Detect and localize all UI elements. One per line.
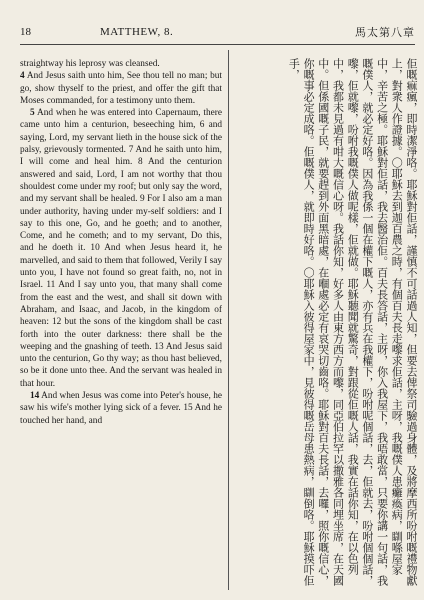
verse-number: 4 — [20, 71, 25, 82]
chinese-title: 馬太第八章 — [355, 26, 415, 39]
english-paragraph: 5 And when he was entered into Capernaum, there came unto him a centurion, beseeching him, 6 and saying, Lord, my servant lieth in the house sick of the palsy, grievously tormented. 7 And he saith unto him, I will come and heal him. 8 And the centurion answered and said, Lord, I am not worthy that thou shouldest come under my roof; but only say the word, and my servant shall be healed. 9 For I also am a man under authority, having under my-self soldiers: and I say to this one, Go, and he goeth; and to another, Come, and he cometh; and to my servant, Do this, and he doeth it. 10 And when Jesus heard it, he marvelled, and said to them that followed, Verily I say unto you, I have not found so great faith, no, not in Israel. 11 And I say unto you, that many shall come from the east and the west, and shall sit down with Abraham, and Isaac, and Jacob, in the kingdom of heaven: 12 but the sons of the kingdom shall be cast forth into the outer darkness: there shall be the weeping and the gnashing of teeth. 13 And Jesus said unto the centurion, Go thy way; as thou hast believed, so be it done unto thee. And the servant was healed in that hour. — [20, 108, 222, 389]
page-number: 18 — [20, 26, 31, 38]
chinese-column: 佢嘅痲瘋，即時潔淨咯。耶穌對佢話，謹慎不可話過人知，但要去俾祭司驗過身體，及將摩西所吩咐嘅禮物獻上，對衆人作證據。〇耶穌去到迦百農之時，有個百夫長走嚟求佢話，主呀，我嘅僕人患癱瘓病，瞓喺屋家中，辛苦之極。耶穌對佢話，我去醫治佢。百夫長答話，主呀，你入我屋下，我唔敢當，只要你講一句話，我嘅僕人，就必定好咯。因為我係一個在權下嘅人，亦有兵在我權下，吩咐呢個話，去，佢就去，吩咐個個話，嚟，佢就嚟，吩咐我嘅僕人做呢樣，佢就做。耶穌聽聞就驚奇，對跟從佢嘅人話，我實在話你知，在以色列中，我都未見過有咁大嘅信心呀。我話你知，好多人由東方西方而嚟，同亞伯拉罕以撒雅各同埋坐席，在天國中。但係國嘅子民，就要趕到外面黑暗處，在嗰處必定有哀哭切齒咯。耶穌對百夫長話，去囉，照你嘅信心，你嘅事必定成咯。佢嘅僕人，就即時好咯。〇耶穌入彼得屋家中，見彼得嘅岳母患熱病，瞓倒咯。耶穌摸吓佢手， — [287, 58, 418, 586]
english-paragraph: straightway his leprosy was cleansed. — [20, 59, 160, 69]
english-column — [20, 58, 222, 588]
english-paragraph: 14 And when Jesus was come into Peter's house, he saw his wife's mother lying sick of a fever. 15 And he touched her hand, and — [20, 391, 222, 426]
english-paragraph: 4 And Jesus saith unto him, See thou tell no man; but go, show thyself to the priest, and offer the gift that Moses commanded, for a testimony unto them. — [20, 71, 222, 106]
verse-number: 14 — [30, 391, 40, 402]
column-divider — [228, 50, 229, 590]
page-title: MATTHEW, 8. — [100, 26, 174, 38]
page-header — [20, 22, 415, 45]
verse-number: 5 — [30, 108, 35, 119]
